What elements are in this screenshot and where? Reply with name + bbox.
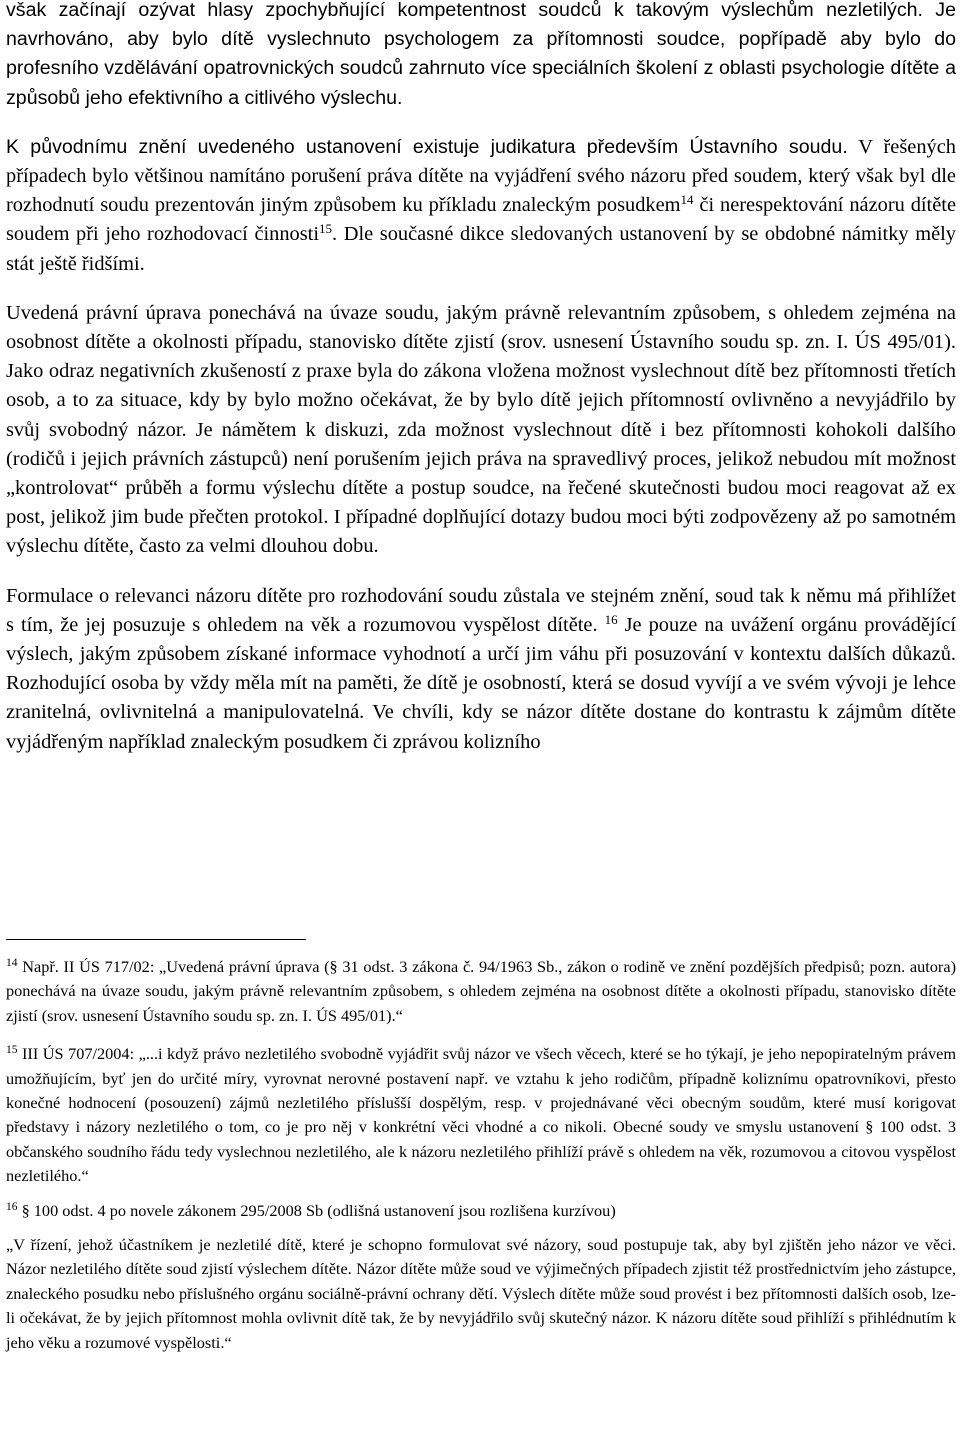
paragraph-4: [6, 582, 956, 757]
footnotes: [6, 955, 956, 1355]
paragraph-2: [6, 133, 956, 279]
footnote-16-text: § 100 odst. 4 po novele zákonem 295/2008 Sb (odlišná ustanovení jsou rozlišena kurzívou): [17, 1200, 616, 1220]
paragraph-3: Uvedená právní úprava ponechává na úvaze soudu, jakým právně relevantním způsobem, s ohledem zejména na osobnost dítěte a okolnosti případu, stanovisko dítěte zjistí (srov. usnesení Ústavního soudu sp. zn. I. ÚS 495/01). Jako odraz negativních zkušeností z praxe byla do zákona vložena možnost vyslechnout dítě bez přítomnosti třetích osob, a to za situace, kdy by bylo možno očekávat, že by bylo dítě jejich přítomností ovlivněno a nevyjádřilo by svůj svobodný názor. Je námětem k diskuzi, zda možnost vyslechnout dítě i bez přítomnosti kohokoli dalšího (rodičů i jejich právních zástupců) není porušením jejich práva na spravedlivý proces, jelikož nebudou mít možnost „kontrolovat“ průběh a formu výslechu dítěte a postup soudce, na řečené skutečnosti budou moci reagovat až ex post, jelikož jim bude přečten protokol. I případné doplňující dotazy budou moci býti zodpovězeny až po samotném výslechu dítěte, často za velmi dlouhou dobu.: [6, 301, 956, 558]
paragraph-4-part-b: Je pouze na uvážení orgánu provádějící výslech, jakým způsobem získané informace vyhodnotí a určí jim váhu při posuzování v kontextu dalších důkazů. Rozhodující osoba by vždy měla mít na paměti, že dítě je osobností, která se dosud vyvíjí a ve svém vývoji je lehce zranitelná, ovlivnitelná a manipulovatelná. Ve chvíli, kdy se názor dítěte dostane do kontrastu k zájmům dítěte vyjádřeným například znaleckým posudkem či zprávou kolizního: [6, 613, 956, 753]
paragraph-2-part-d: . Dle současné dikce sledovaných ustanovení by se obdobné námitky měly stát ještě řidšími.: [6, 223, 956, 275]
footnote-14-text: Např. II ÚS 717/02: „Uvedená právní úprava (§ 31 odst. 3 zákona č. 94/1963 Sb., zákon o rodině ve znění pozdějších předpisů; pozn. autora) ponechává na úvaze soudu, jakým právně relevantním způsobem, s ohledem zejména na osobnost dítěte a okolnosti případu, stanovisko dítěte zjistí (srov. usnesení Ústavního soudu sp. zn. I. ÚS 495/01).“: [6, 957, 956, 1025]
footnote-16-quote: „V řízení, jehož účastníkem je nezletilé dítě, které je schopno formulovat své názory, soud postupuje tak, aby byl zjištěn jeho názor ve věci. Názor nezletilého dítěte soud zjistí výslechem dítěte. Názor dítěte může soud ve výjimečných případech zjistit též prostřednictvím jeho zástupce, znaleckého posudku nebo příslušného orgánu sociálně-právní ochrany dětí. Výslech dítěte může soud provést i bez přítomnosti dalších osob, lze-li očekávat, že by jejich přítomnost mohla ovlivnit dítě tak, že by nevyjádřilo svůj skutečný názor. K názoru dítěte soud přihlíží s přihlédnutím k jeho věku a rozumové vyspělosti.“: [6, 1235, 956, 1352]
paragraph-2-part-c: či nerespektování názoru dítěte soudem při jeho rozhodovací činnosti: [6, 194, 956, 246]
footnote-number-15: 15: [6, 1044, 18, 1057]
paragraph-2-part-b: V řešených případech bylo většinou namítáno porušení práva dítěte na vyjádření svého názoru před soudem, který však byl dle rozhodnutí soudu prezentován jiným způsobem ku příkladu znaleckým posudkem: [6, 135, 956, 217]
paragraph-2-part-a: K původnímu znění uvedeného ustanovení existuje judikatura především Ústavního soudu.: [6, 135, 848, 158]
paragraph-1: [6, 0, 956, 113]
paragraph-1-part-b: Je navrhováno, aby bylo dítě vyslechnuto psychologem za přítomnosti soudce, popřípadě aby bylo do profesního vzdělávání opatrovnických soudců zahrnuto více speciálních školení z oblasti psychologie dítěte a způsobů jeho efektivního a citlivého výslechu.: [6, 0, 956, 109]
footnote-14: [6, 955, 956, 1028]
footnote-ref-14[interactable]: 14: [680, 192, 694, 208]
footnote-separator: [6, 939, 306, 940]
footnote-number-16: 16: [6, 1200, 18, 1213]
footnote-number-14: 14: [6, 957, 18, 969]
footnote-ref-15[interactable]: 15: [319, 221, 333, 237]
footnote-16: [6, 1199, 956, 1223]
main-text: [6, 0, 956, 757]
footnote-ref-16[interactable]: 16: [604, 611, 618, 627]
footnote-15-text: III ÚS 707/2004: „...i když právo nezletilého svobodně vyjádřit svůj názor ve všech věcech, které se ho týkají, je jeho nepopiratelným právem umožňujícím, byť jen do určité míry, vyrovnat nerovné postavení např. ve vztahu k jeho rodičům, případně koliznímu opatrovníkovi, přesto konečné hodnocení (posouzení) zájmů nezletilého příslušší dospělým, resp. v projednávané věci obecným soudům, které musí korigovat představy i názory nezletilého o tom, co je pro něj v konkrétní věci vhodné a co nikoli. Obecné soudy ve smyslu ustanovení § 100 odst. 3 občanského soudního řádu tedy vyslechnou nezletilého, ale k názoru nezletilého přihlíží právě s ohledem na věk, rozumovou a citovou vyspělost nezletilého.“: [6, 1044, 956, 1186]
paragraph-1-part-a: však začínají ozývat hlasy zpochybňující kompetentnost soudců k takovým výslechům nezletilých.: [6, 0, 923, 21]
paragraph-4-part-a: Formulace o relevanci názoru dítěte pro rozhodování soudu zůstala ve stejném znění, soud tak k němu má přihlížet s tím, že jej posuzuje s ohledem na věk a rozumovou vyspělost dítěte.: [6, 584, 956, 636]
footnote-15: [6, 1042, 956, 1188]
